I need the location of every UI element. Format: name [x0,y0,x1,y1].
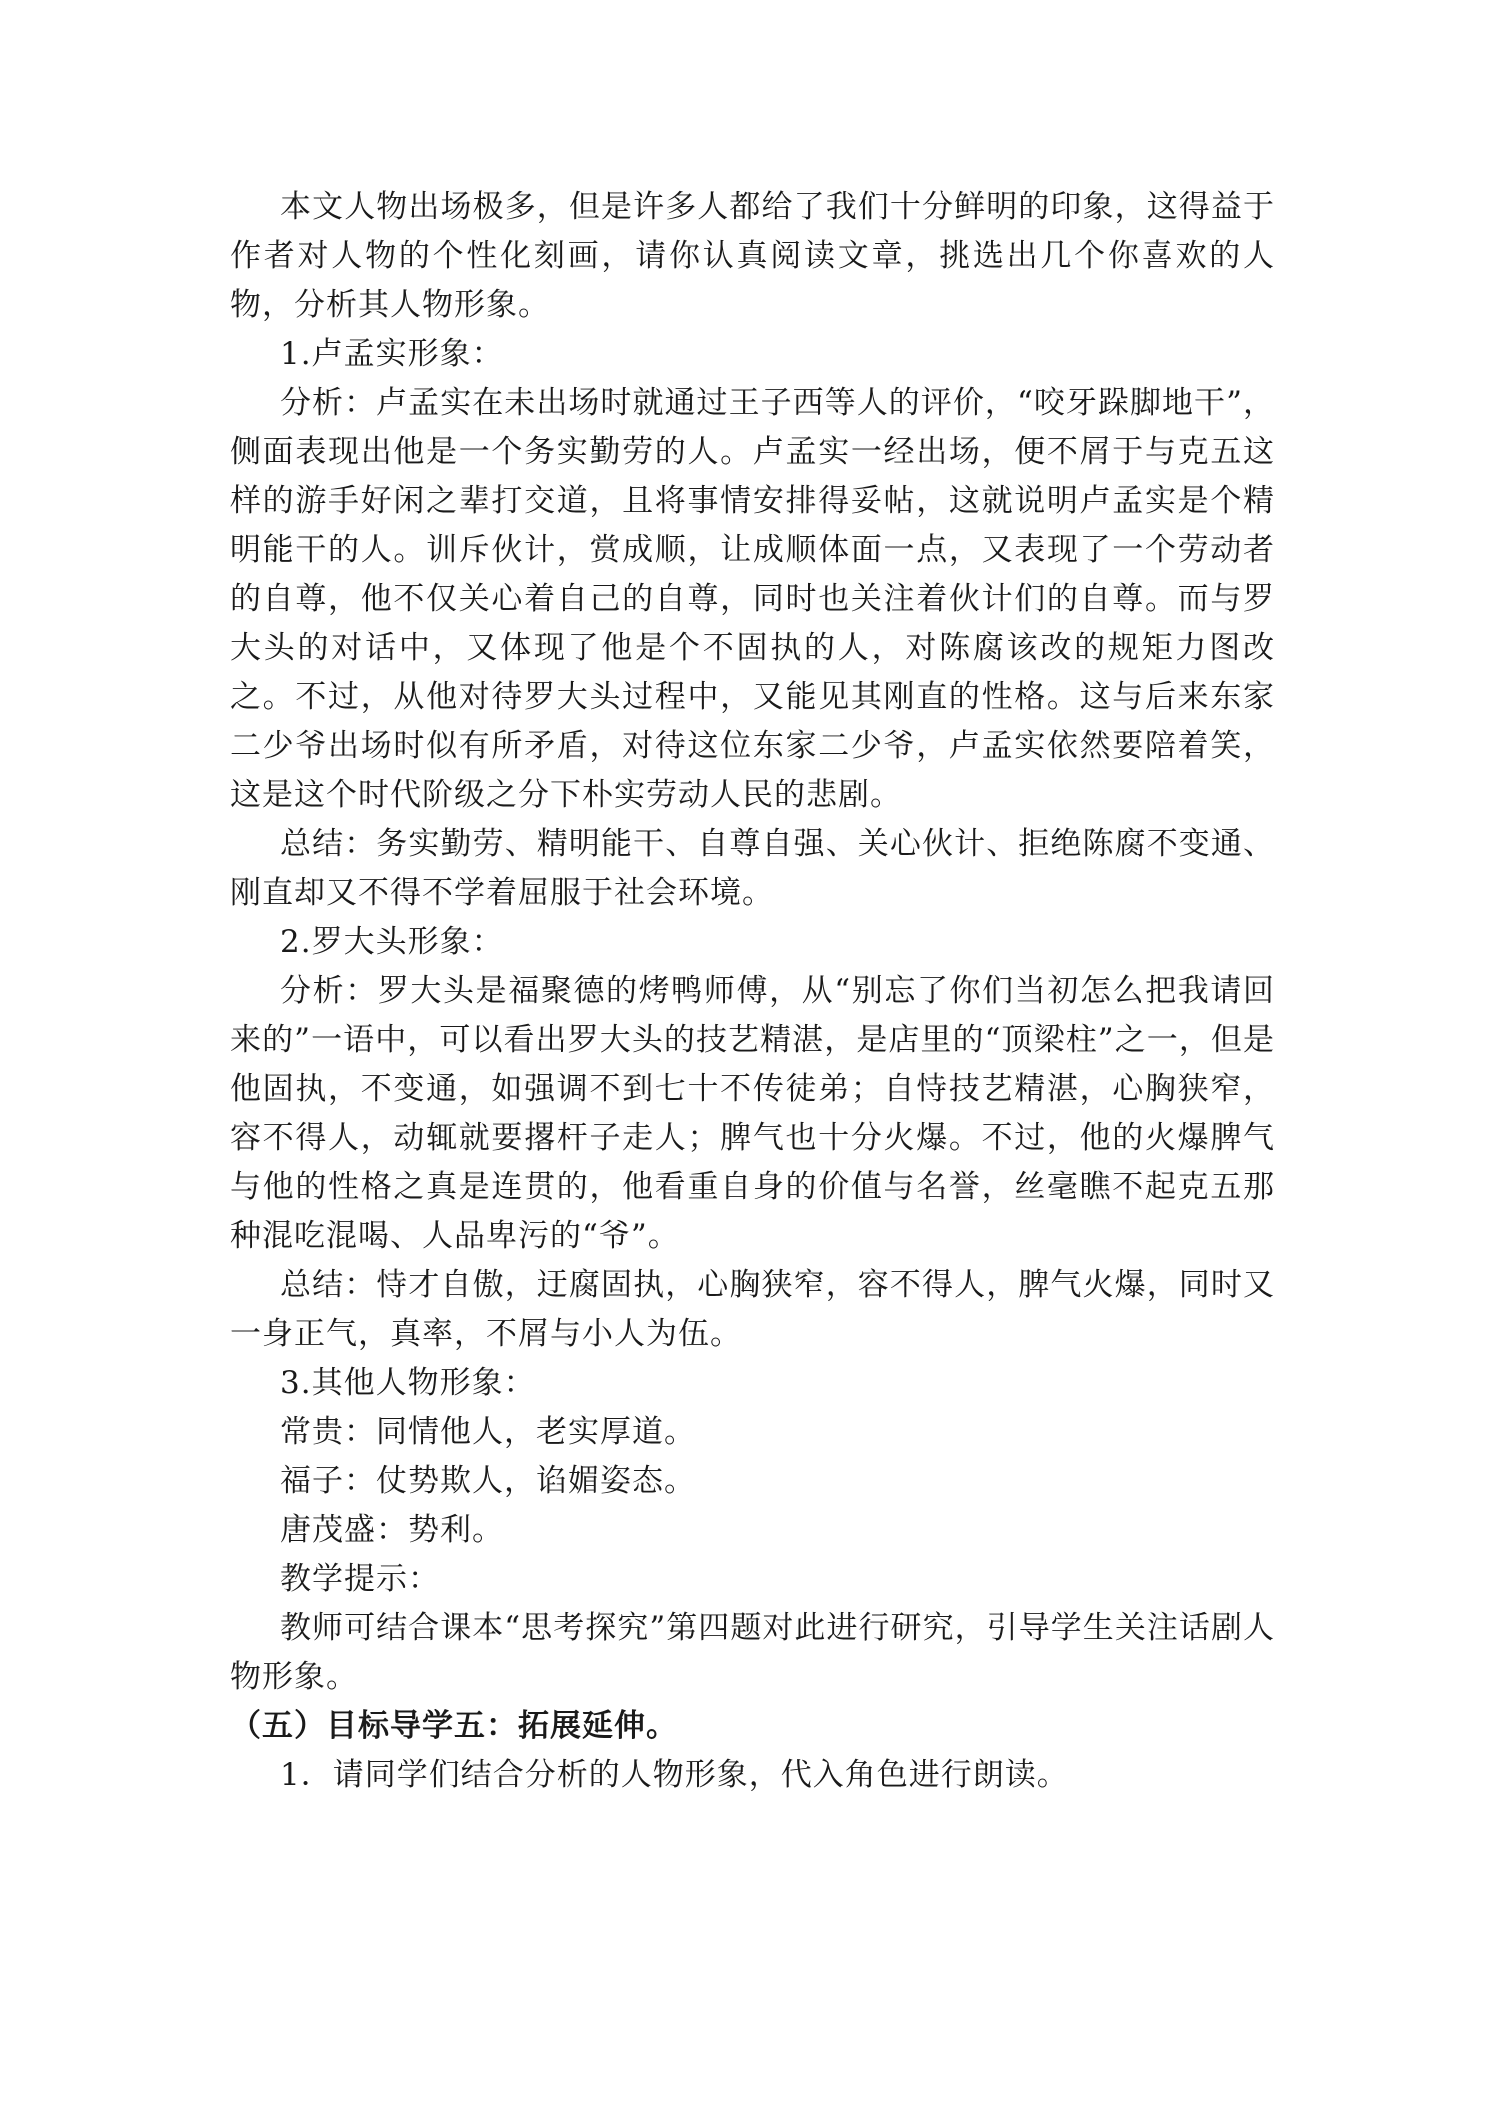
section-title-other-characters: 3.其他人物形象： [280,1365,536,1401]
character-fuzi: 福子：仗势欺人，谄媚姿态。 [280,1463,696,1499]
document-page [230,183,1275,1800]
summary-lu-mengshi: 总结：务实勤劳、精明能干、自尊自强、关心伙计、拒绝陈腐不变通、刚直却又不得不学着屈服于社会环境。 [230,826,1275,911]
intro-paragraph: 本文人物出场极多，但是许多人都给了我们十分鲜明的印象，这得益于作者对人物的个性化刻画，请你认真阅读文章，挑选出几个你喜欢的人物，分析其人物形象。 [230,189,1275,323]
section-title-luo-datou: 2.罗大头形象： [280,924,504,960]
summary-luo-datou: 总结：恃才自傲，迂腐固执，心胸狭窄，容不得人，脾气火爆，同时又一身正气，真率，不屑与小人为伍。 [230,1267,1275,1352]
analysis-lu-mengshi: 分析：卢孟实在未出场时就通过王子西等人的评价，“咬牙跺脚地干”，侧面表现出他是一个务实勤劳的人。卢孟实一经出场，便不屑于与克五这样的游手好闲之辈打交道，且将事情安排得妥帖，这就说明卢孟实是个精明能干的人。训斥伙计，赏成顺，让成顺体面一点，又表现了一个劳动者的自尊，他不仅关心着自己的自尊，同时也关注着伙计们的自尊。而与罗大头的对话中，又体现了他是个不固执的人，对陈腐该改的规矩力图改之。不过，从他对待罗大头过程中，又能见其刚直的性格。这与后来东家二少爷出场时似有所矛盾，对待这位东家二少爷，卢孟实依然要陪着笑，这是这个时代阶级之分下朴实劳动人民的悲剧。 [230,385,1275,813]
section-title-lu-mengshi: 1.卢孟实形象： [280,336,504,372]
extension-item-1: 1．请同学们结合分析的人物形象，代入角色进行朗读。 [280,1757,1069,1793]
teaching-tip-label: 教学提示： [280,1561,440,1597]
analysis-luo-datou: 分析：罗大头是福聚德的烤鸭师傅，从“别忘了你们当初怎么把我请回来的”一语中，可以看出罗大头的技艺精湛，是店里的“顶梁柱”之一，但是他固执，不变通，如强调不到七十不传徒弟；自恃技艺精湛，心胸狭窄，容不得人，动辄就要撂杆子走人；脾气也十分火爆。不过，他的火爆脾气与他的性格之真是连贯的，他看重自身的价值与名誉，丝毫瞧不起克五那种混吃混喝、人品卑污的“爷”。 [230,973,1275,1254]
section-heading-five: （五）目标导学五：拓展延伸。 [230,1708,678,1744]
character-tang-maosheng: 唐茂盛：势利。 [280,1512,504,1548]
teaching-tip-text: 教师可结合课本“思考探究”第四题对此进行研究，引导学生关注话剧人物形象。 [230,1610,1275,1695]
character-changgui: 常贵：同情他人，老实厚道。 [280,1414,696,1450]
